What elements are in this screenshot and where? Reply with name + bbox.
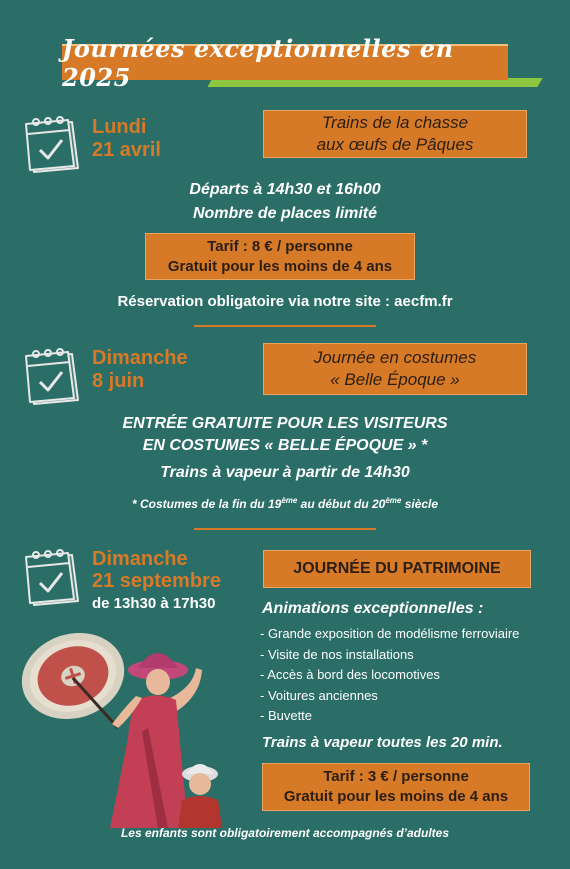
list-item: - Accès à bord des locomotives <box>260 667 440 682</box>
event1-price-line2: Gratuit pour les moins de 4 ans <box>167 257 393 275</box>
event2-title-line2: « Belle Époque » <box>330 370 460 389</box>
calendar-check-icon <box>22 545 82 609</box>
event3-title-box <box>263 550 531 588</box>
event1-reservation: Réservation obligatoire via notre site : aecfm.fr <box>117 293 453 310</box>
animations-title: Animations exceptionnelles : <box>262 600 484 617</box>
footnote-sup-2: ème <box>385 496 402 505</box>
footnote-sup-1: ème <box>281 496 298 505</box>
event3-title: JOURNÉE DU PATRIMOINE <box>293 560 501 577</box>
event2-footnote <box>0 496 570 511</box>
event1-title-line2: aux œufs de Pâques <box>316 135 474 154</box>
event2-date: 8 juin <box>92 370 145 392</box>
event3-day: Dimanche <box>92 548 188 570</box>
event1-info-line1: Départs à 14h30 et 16h00 <box>189 181 381 198</box>
list-item: - Voitures anciennes <box>260 687 378 703</box>
section-divider <box>194 325 376 327</box>
event2-trains: Trains à vapeur à partir de 14h30 <box>160 464 410 481</box>
event3-price-box <box>262 763 530 811</box>
list-item: - Buvette <box>260 708 313 723</box>
event2-info-line1: ENTRÉE GRATUITE POUR LES VISITEURS <box>122 415 448 432</box>
event3-trains: Trains à vapeur toutes les 20 min. <box>262 734 503 751</box>
children-note: Les enfants sont obligatoirement accompagnés d’adultes <box>120 826 450 840</box>
event2-title-box <box>263 343 527 395</box>
animations-list <box>260 624 519 727</box>
section-divider <box>194 528 376 530</box>
footnote-part-a: * Costumes de la fin du 19 <box>131 497 282 511</box>
calendar-check-icon <box>22 112 82 176</box>
event2-title-line1: Journée en costumes <box>313 348 477 367</box>
event3-price-line2: Gratuit pour les moins de 4 ans <box>283 788 509 805</box>
list-item: - Visite de nos installations <box>260 646 414 662</box>
event1-info <box>0 178 570 226</box>
event1-date: 21 avril <box>92 139 161 161</box>
event1-price-box <box>145 233 415 280</box>
event3-price-line1: Tarif : 3 € / personne <box>323 768 469 785</box>
event1-title-line1: Trains de la chasse <box>321 113 469 132</box>
event2-info-line2: EN COSTUMES « BELLE ÉPOQUE » * <box>142 437 428 454</box>
footnote-part-c: siècle <box>401 497 439 511</box>
event1-price-line1: Tarif : 8 € / personne <box>207 237 353 255</box>
footnote-part-b: au début du 20 <box>297 497 386 511</box>
event2-day: Dimanche <box>92 347 188 369</box>
list-item: - Grande exposition de modélisme ferroviaire <box>260 626 520 641</box>
belle-epoque-illustration <box>18 628 248 828</box>
event1-day: Lundi <box>92 116 147 138</box>
event3-hours: de 13h30 à 17h30 <box>92 595 216 612</box>
calendar-check-icon <box>22 344 82 408</box>
event2-info <box>0 413 570 457</box>
event1-info-line2: Nombre de places limité <box>192 205 378 222</box>
event3-date: 21 septembre <box>92 570 221 592</box>
page-title: Journées exceptionnelles en 2025 <box>62 44 508 80</box>
event1-title-box <box>263 110 527 158</box>
